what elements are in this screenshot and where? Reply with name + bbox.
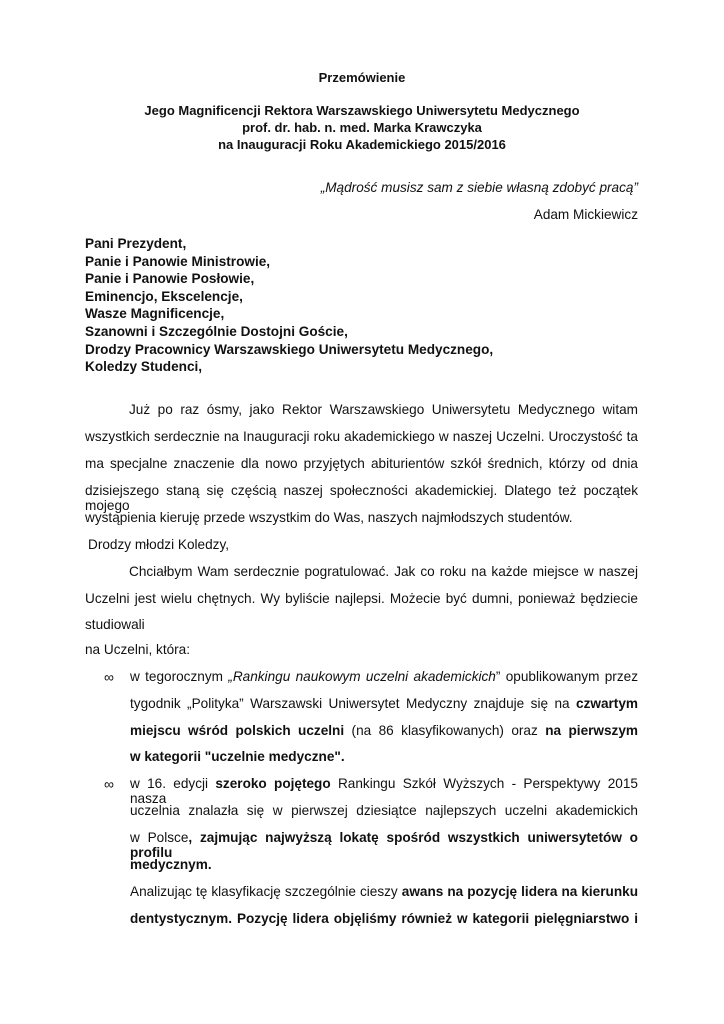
address-line: Drodzy młodzi Koledzy, (88, 537, 230, 552)
greeting-line: Wasze Magnificencje, (85, 306, 225, 321)
bullet2-line-2: uczelnia znalazła się w pierwszej dziesiątce najlepszych uczelni akademickich (130, 803, 638, 818)
header-line-3: na Inauguracji Roku Akademickiego 2015/2016 (218, 137, 506, 152)
infinity-bullet-icon: ∞ (104, 669, 114, 685)
greeting-line: Koledzy Studenci, (85, 359, 203, 374)
bullet1-line-4: w kategorii "uczelnie medyczne". (130, 749, 345, 764)
bullet1-line-3: miejscu wśród polskich uczelni (na 86 klasyfikowanych) oraz na pierwszym (130, 723, 638, 738)
paragraph-line: dzisiejszego staną się częścią naszej społeczności akademickiej. Dlatego też początek mojego (85, 483, 638, 513)
bullet1-line-2: tygodnik „Polityka” Warszawski Uniwersytet Medyczny znajduje się na czwartym (130, 696, 638, 711)
paragraph-line: Uczelni jest wielu chętnych. Wy byliście najlepsi. Możecie być dumni, ponieważ będziecie (85, 591, 638, 606)
greeting-line: Szanowni i Szczególnie Dostojni Goście, (85, 324, 348, 339)
greeting-line: Panie i Panowie Posłowie, (85, 271, 255, 286)
bullet2-line-6: dentystycznym. Pozycję lidera objęliśmy również w kategorii pielęgniarstwo i (130, 911, 638, 926)
greeting-line: Eminencjo, Ekscelencje, (85, 289, 243, 304)
paragraph-line: na Uczelni, która: (85, 642, 191, 657)
paragraph-line: Chciałbym Wam serdecznie pogratulować. Jak co roku na każde miejsce w naszej (129, 564, 638, 579)
greeting-line: Panie i Panowie Ministrowie, (85, 254, 271, 269)
epigraph-quote: „Mądrość musisz sam z siebie własną zdobyć pracą” (320, 180, 638, 195)
bullet1-line-1: w tegorocznym „Rankingu naukowym uczelni akademickich” opublikowanym przez (130, 669, 638, 684)
paragraph-line: wszystkich serdecznie na Inauguracji roku akademickiego w naszej Uczelni. Uroczystość ta (85, 429, 638, 444)
paragraph-line: Już po raz ósmy, jako Rektor Warszawskiego Uniwersytetu Medycznego witam (129, 402, 638, 417)
speech-title: Przemówienie (318, 70, 406, 85)
bullet2-line-4: medycznym. (130, 857, 212, 872)
greeting-line: Drodzy Pracownicy Warszawskiego Uniwersytetu Medycznego, (85, 342, 494, 357)
paragraph-line: wystąpienia kieruję przede wszystkim do Was, naszych najmłodszych studentów. (85, 510, 573, 525)
bullet2-line-3: w Polsce, zajmując najwyższą lokatę spośród wszystkich uniwersytetów o profilu (130, 830, 638, 860)
bullet2-line-1: w 16. edycji szeroko pojętego Rankingu Szkół Wyższych - Perspektywy 2015 nasza (130, 776, 638, 806)
header-line-2: prof. dr. hab. n. med. Marka Krawczyka (242, 120, 482, 135)
epigraph-author: Adam Mickiewicz (533, 207, 638, 222)
bullet2-line-5: Analizując tę klasyfikację szczególnie cieszy awans na pozycję lidera na kierunku (130, 884, 638, 899)
paragraph-line: ma specjalne znaczenie dla nowo przyjętych abiturientów szkół średnich, którzy od dnia (85, 456, 638, 471)
infinity-bullet-icon: ∞ (104, 776, 114, 792)
greeting-line: Pani Prezydent, (85, 236, 187, 251)
paragraph-line: studiowali (85, 617, 145, 632)
header-line-1: Jego Magnificencji Rektora Warszawskiego Uniwersytetu Medycznego (144, 103, 580, 118)
